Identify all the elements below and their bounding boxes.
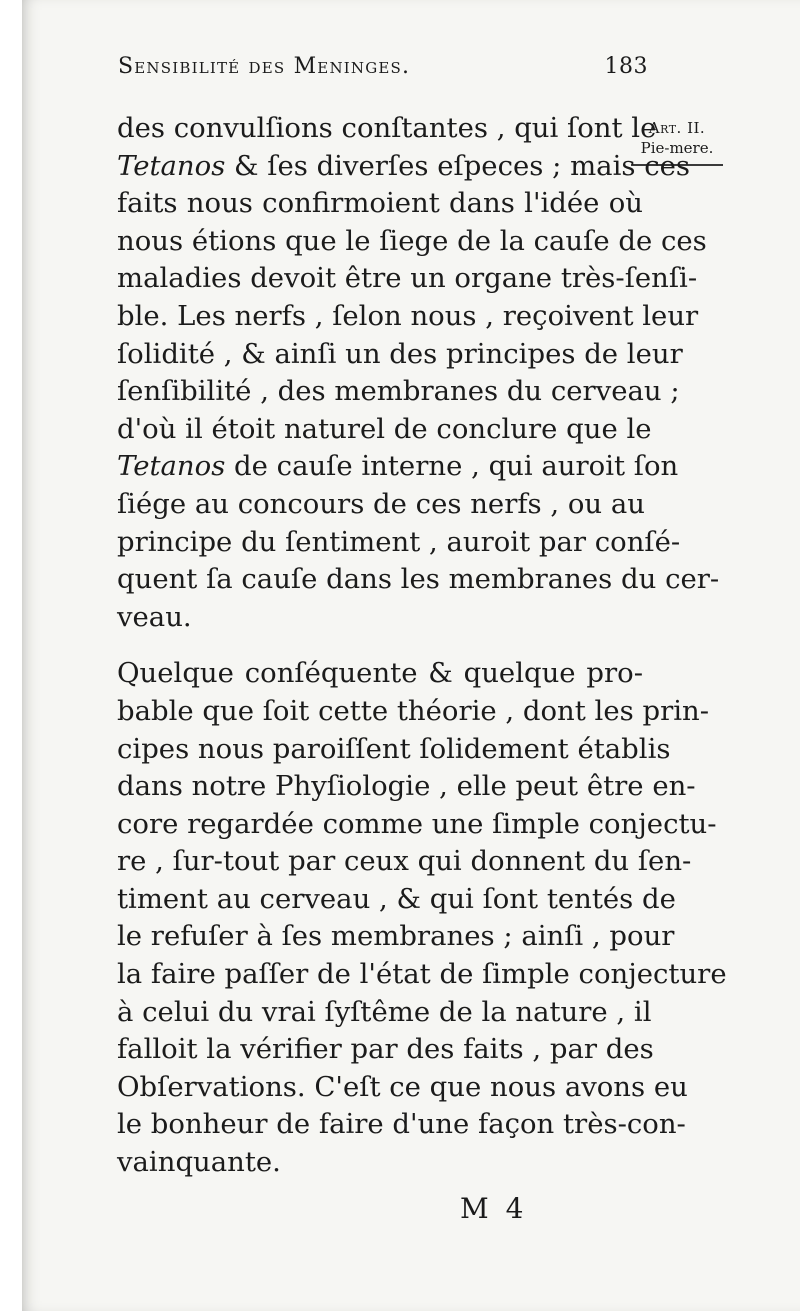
running-title: Sensibilité des Meninges. <box>118 54 411 79</box>
text-line: vainquante. <box>117 1146 281 1179</box>
text-line: falloit la vérifier par des faits , par des <box>117 1033 654 1066</box>
text-line: timent au cerveau , & qui ſont tentés de <box>117 882 676 915</box>
text-line: veau. <box>117 600 192 633</box>
text-line: Obſervations. C'eſt ce que nous avons eu <box>117 1070 688 1103</box>
italic-word: Tetanos <box>117 450 226 483</box>
text-line: Quelque conſéquente & quelque pro- <box>117 657 643 690</box>
text-line: dans notre Phyſiologie , elle peut être en- <box>117 770 696 803</box>
text-line: cipes nous paroiſſent ſolidement établis <box>117 732 671 765</box>
text-line: bable que ſoit cette théorie , dont les prin- <box>117 694 710 727</box>
text-line: d'où il étoit naturel de conclure que le <box>117 412 652 445</box>
book-page <box>22 0 800 1311</box>
text-line: ſolidité , & ainſi un des principes de leur <box>117 337 683 370</box>
text-line: faits nous confirmoient dans l'idée où <box>117 187 643 220</box>
text-line: re , ſur-tout par ceux qui donnent du ſen- <box>117 845 692 878</box>
text-line: la faire paſſer de l'état de ſimple conjecture <box>117 958 727 991</box>
text-line: principe du ſentiment , auroit par conſé- <box>117 525 681 558</box>
italic-word: Tetanos <box>117 149 226 182</box>
text-line: le bonheur de faire d'une façon très-con- <box>117 1108 686 1141</box>
margin-note-subject: Pie-mere. <box>640 139 714 157</box>
text-line-italic-start <box>117 148 691 186</box>
text-line-italic-start <box>117 448 679 486</box>
text-line: nous étions que le ſiege de la cauſe de ces <box>117 224 707 257</box>
text-line: des convulſions conſtantes , qui ſont le <box>117 112 657 144</box>
page-number: 183 <box>604 54 648 79</box>
text-line: maladies devoit être un organe très-ſenſi- <box>117 262 698 295</box>
paragraph-gap <box>117 636 643 655</box>
text-line: ble. Les nerfs , ſelon nous , reçoivent leur <box>117 299 699 332</box>
margin-note-article: Art. II. <box>648 119 706 137</box>
text-line: à celui du vrai ſyſtême de la nature , il <box>117 995 652 1028</box>
running-header <box>118 54 648 79</box>
text-line: ſenſibilité , des membranes du cerveau ; <box>117 375 680 408</box>
text-line-rest: de cauſe interne , qui auroit ſon <box>225 450 679 483</box>
text-line: core regardée comme une ſimple conjectu- <box>117 807 717 840</box>
text-line: ſiége au concours de ces nerfs , ou au <box>117 487 645 520</box>
paragraph-2 <box>117 655 727 1181</box>
signature-mark: M 4 <box>460 1192 528 1225</box>
text-line: quent ſa cauſe dans les membranes du cer- <box>117 563 720 596</box>
text-line-rest: & ſes diverſes eſpeces ; mais ces <box>225 149 691 182</box>
text-line: le refuſer à ſes membranes ; ainſi , pour <box>117 920 675 953</box>
